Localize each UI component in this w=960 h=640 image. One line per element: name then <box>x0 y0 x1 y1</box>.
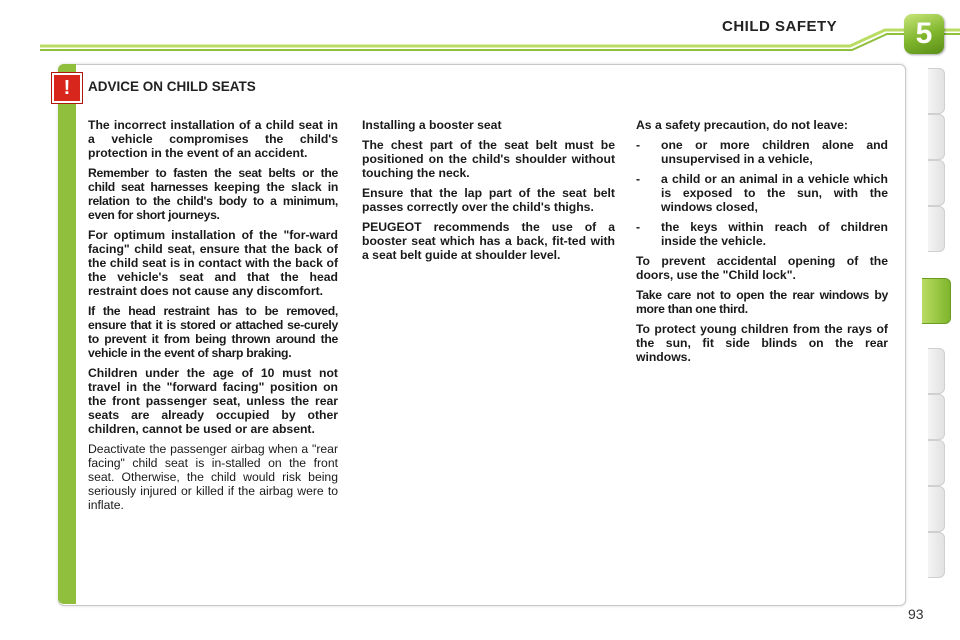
list-item <box>636 220 888 248</box>
chapter-tab[interactable] <box>928 114 945 160</box>
chapter-title: CHILD SAFETY <box>722 18 838 35</box>
chapter-number-badge: 5 <box>904 14 944 54</box>
text-span-emphasis: keeping the slack <box>214 180 322 194</box>
chapter-tab[interactable] <box>928 206 945 252</box>
chapter-tab[interactable] <box>928 486 945 532</box>
column-2 <box>362 118 615 268</box>
chapter-tab[interactable] <box>928 532 945 578</box>
paragraph: To protect young children from the rays of the sun, fit side blinds on the rear windows. <box>636 322 888 364</box>
paragraph: Ensure that the lap part of the seat belt passes correctly over the child's thighs. <box>362 186 615 214</box>
paragraph: Take care not to open the rear windows by more than one third. <box>636 288 888 316</box>
list-item-text: one or more children alone and unsupervised in a vehicle, <box>661 138 888 166</box>
subheading: Installing a booster seat <box>362 118 502 132</box>
page-number: 93 <box>908 606 924 622</box>
paragraph: As a safety precaution, do not leave: <box>636 118 848 132</box>
section-title: ADVICE ON CHILD SEATS <box>88 79 256 94</box>
chapter-tab-active[interactable] <box>922 278 951 324</box>
paragraph: Deactivate the passenger airbag when a "rear facing" child seat is in-stalled on the front seat. Otherwise, the child would risk being seriously injured or killed if the airbag were to inflate. <box>88 442 338 512</box>
paragraph: PEUGEOT recommends the use of a booster seat which has a back, fit-ted with a seat belt guide at shoulder level. <box>362 220 615 262</box>
column-3 <box>636 118 888 370</box>
warning-icon: ! <box>52 73 82 103</box>
paragraph: For optimum installation of the "for-ward facing" child seat, ensure that the back of the child seat is in contact with the back of the vehicle's seat and that the head restraint does not cause any discomfort. <box>88 228 338 298</box>
chapter-tab[interactable] <box>928 160 945 206</box>
bullet-dash: - <box>636 138 641 152</box>
paragraph: To prevent accidental opening of the doors, use the "Child lock". <box>636 254 888 282</box>
paragraph: If the head restraint has to be removed, ensure that it is stored or attached se-curely to prevent it from being thrown around the vehicle in the event of sharp braking. <box>88 304 338 360</box>
list-item-text: a child or an animal in a vehicle which is exposed to the sun, with the windows closed, <box>661 172 888 214</box>
list-item <box>636 172 888 214</box>
bullet-dash: - <box>636 172 641 186</box>
bullet-dash: - <box>636 220 641 234</box>
chapter-tab[interactable] <box>928 348 945 394</box>
text-span: in relation to the child's body to a minimum, even for short journeys. <box>88 180 338 222</box>
text-span: Remember to fasten the seat belts or the child seat harnesses <box>88 166 338 194</box>
column-1 <box>88 118 338 518</box>
chapter-tab[interactable] <box>928 68 945 114</box>
paragraph: The incorrect installation of a child seat in a vehicle compromises the child's protection in the event of an accident. <box>88 118 338 160</box>
paragraph <box>88 166 338 222</box>
chapter-tab[interactable] <box>928 394 945 440</box>
list-item-text: the keys within reach of children inside the vehicle. <box>661 220 888 248</box>
chapter-tabs <box>928 68 950 576</box>
list-item <box>636 138 888 166</box>
panel-green-stripe <box>58 64 76 604</box>
paragraph: The chest part of the seat belt must be positioned on the child's shoulder without touching the neck. <box>362 138 615 180</box>
paragraph: Children under the age of 10 must not travel in the "forward facing" position on the front passenger seat, unless the rear seats are already occupied by other children, cannot be used or are absent. <box>88 366 338 436</box>
chapter-tab[interactable] <box>928 440 945 486</box>
